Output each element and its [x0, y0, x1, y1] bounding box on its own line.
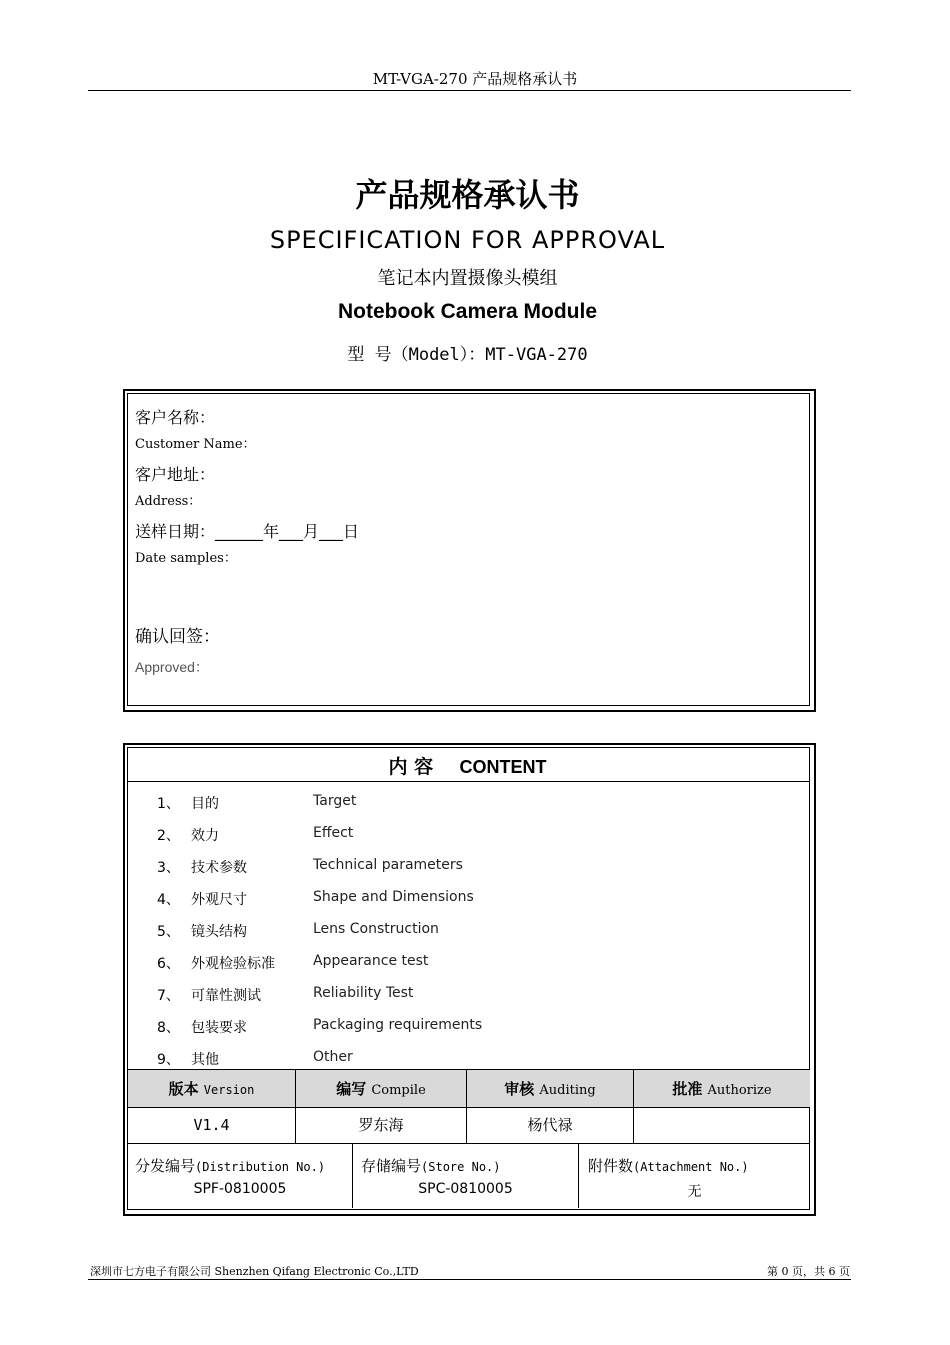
distribution-number-value: SPF-0810005: [193, 1181, 287, 1197]
content-heading-divider: [128, 781, 810, 782]
footer-divider: [88, 1279, 851, 1280]
product-name-cn: 笔记本内置摄像头模组: [377, 268, 558, 289]
content-item-number: 3、: [157, 860, 180, 876]
content-item-cn: 镜头结构: [191, 924, 247, 940]
content-item-cn: 效力: [191, 828, 219, 844]
document-title-cn: 产品规格承认书: [355, 176, 580, 214]
content-item-number: 2、: [157, 828, 180, 844]
content-item-en: Reliability Test: [313, 985, 414, 1001]
content-item-number: 6、: [157, 956, 180, 972]
attachment-number-value: 无: [687, 1184, 702, 1200]
content-item-en: Technical parameters: [313, 857, 463, 873]
content-item-en: Packaging requirements: [313, 1017, 483, 1033]
store-number-value: SPC-0810005: [418, 1181, 513, 1197]
distribution-number-label: [135, 1155, 325, 1176]
distribution-number-label-cn: 分发编号: [135, 1157, 196, 1175]
auditing-header-cell: [467, 1070, 633, 1107]
sample-date-label-cn: 送样日期：______年___月___日: [135, 522, 360, 541]
store-number-label-cn: 存储编号: [361, 1157, 422, 1175]
content-item-en: Effect: [313, 825, 354, 841]
content-item-number: 9、: [157, 1052, 180, 1068]
version-value: V1.4: [193, 1116, 230, 1134]
version-header-en: Version: [203, 1083, 255, 1097]
approval-label-en: Approved：: [135, 659, 209, 675]
content-item-number: 4、: [157, 892, 180, 908]
content-item-cn: 可靠性测试: [191, 988, 261, 1004]
customer-address-label-en: Address：: [135, 494, 202, 509]
content-item-cn: 外观尺寸: [191, 892, 247, 908]
store-number-label-en: (Store No.): [421, 1160, 501, 1174]
auditing-value: 杨代禄: [527, 1116, 573, 1134]
attachment-number-label: [588, 1155, 749, 1176]
attachment-number-label-cn: 附件数: [588, 1157, 634, 1175]
authorize-header-en: Authorize: [707, 1083, 772, 1098]
compile-header-cn: 编写: [336, 1080, 367, 1098]
footer-page-number: 第 0 页，共 6 页: [767, 1265, 850, 1278]
customer-address-label-cn: 客户地址：: [135, 465, 216, 484]
document-header-title: MT-VGA-270 产品规格承认书: [372, 70, 578, 88]
compile-header-en: Compile: [371, 1083, 426, 1098]
compile-value: 罗东海: [358, 1116, 404, 1134]
footer-company: 深圳市七方电子有限公司 Shenzhen Qifang Electronic Co.,LTD: [90, 1265, 419, 1278]
content-item-en: Shape and Dimensions: [313, 889, 474, 905]
version-header-cn: 版本: [168, 1080, 199, 1098]
content-heading-cn: 内 容: [388, 756, 434, 778]
auditing-header-cn: 审核: [504, 1080, 535, 1098]
content-item-cn: 包装要求: [191, 1020, 247, 1036]
distribution-col-divider: [352, 1144, 353, 1208]
version-header-cell: [128, 1070, 295, 1107]
content-item-number: 8、: [157, 1020, 180, 1036]
auditing-header-en: Auditing: [539, 1083, 596, 1098]
content-item-en: Lens Construction: [313, 921, 439, 937]
authorize-header-cell: [634, 1070, 810, 1107]
header-divider: [88, 90, 851, 91]
content-item-cn: 外观检验标准: [191, 956, 275, 972]
content-item-en: Other: [313, 1049, 353, 1065]
customer-name-label-en: Customer Name：: [135, 437, 256, 452]
compile-header-cell: [296, 1070, 466, 1107]
content-item-cn: 目的: [191, 796, 219, 812]
customer-name-label-cn: 客户名称：: [135, 408, 216, 427]
content-item-number: 7、: [157, 988, 180, 1004]
content-item-number: 5、: [157, 924, 180, 940]
content-item-en: Appearance test: [313, 953, 429, 969]
content-item-cn: 技术参数: [191, 860, 247, 876]
model-number: 型 号（Model）：MT-VGA-270: [347, 345, 588, 365]
content-item-number: 1、: [157, 796, 180, 812]
content-heading-en: CONTENT: [459, 757, 547, 777]
store-number-label: [361, 1155, 501, 1176]
product-name-en: Notebook Camera Module: [337, 300, 598, 323]
content-item-cn: 其他: [191, 1052, 219, 1068]
distribution-number-label-en: (Distribution No.): [195, 1160, 326, 1174]
sample-date-label-en: Date samples：: [135, 551, 237, 566]
authorize-header-cn: 批准: [672, 1080, 703, 1098]
approval-label-cn: 确认回签：: [135, 627, 220, 647]
document-title-en: SPECIFICATION FOR APPROVAL: [269, 226, 666, 254]
content-heading: [127, 752, 808, 779]
version-row-bottom-border: [128, 1143, 810, 1144]
content-item-en: Target: [313, 793, 357, 809]
attachment-number-label-en: (Attachment No.): [633, 1160, 749, 1174]
authorize-value: [634, 1108, 810, 1143]
